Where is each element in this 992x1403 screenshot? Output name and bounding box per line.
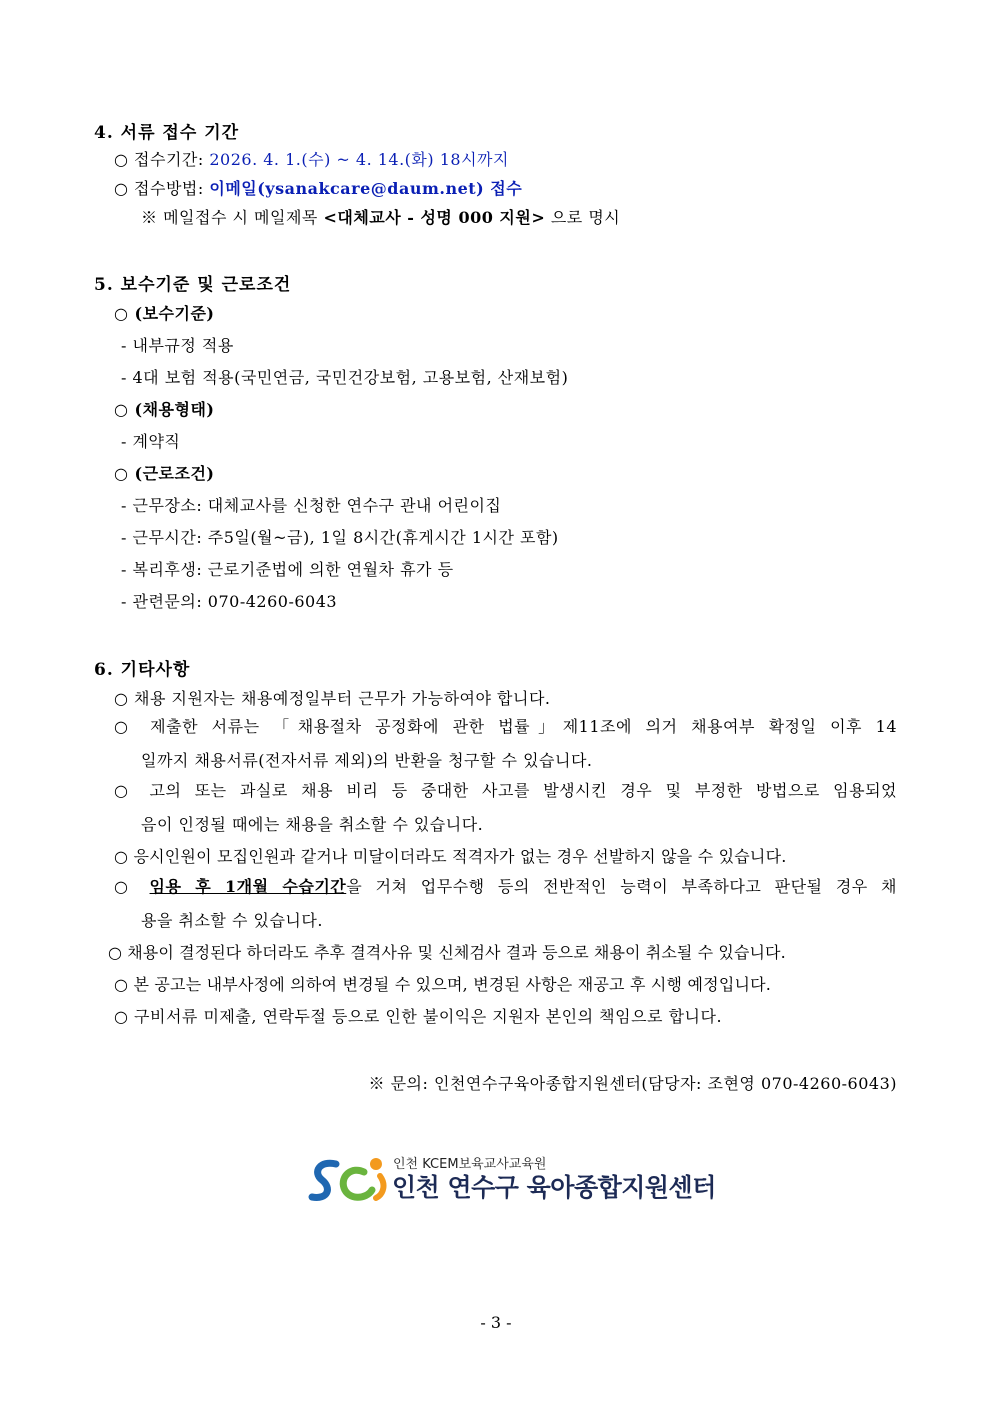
contact-info: ※ 문의: 인천연수구육아종합지원센터(담당자: 조현영 070-4260-6043) [368, 1074, 897, 1093]
note-prefix: ※ 메일접수 시 메일제목 [141, 208, 324, 227]
notice-item: ○ 본 공고는 내부사정에 의하여 변경될 수 있으며, 변경된 사항은 재공고 후 시행 예정입니다. [114, 975, 772, 994]
note-subject-format: <대체교사 - 성명 000 지원> [323, 208, 546, 227]
receipt-period-value: 2026. 4. 1.(수) ~ 4. 14.(화) 18시까지 [209, 150, 509, 169]
notice-item-continued: 음이 인정될 때에는 채용을 취소할 수 있습니다. [141, 815, 484, 834]
notice-text: 을 거쳐 업무수행 등의 전반적인 능력이 부족하다고 판단될 경우 채 [346, 877, 898, 896]
employment-type-heading: ○ (채용형태) [114, 400, 215, 419]
work-conditions-heading: ○ (근로조건) [114, 464, 215, 483]
section-6-title: 6. 기타사항 [94, 660, 191, 680]
page-number: - 3 - [480, 1313, 512, 1332]
notice-item: ○ 제출한 서류는 「채용절차 공정화에 관한 법률」제11조에 의거 채용여부 확정일 이후 14 [114, 717, 897, 736]
receipt-period-label: ○ 접수기간: [114, 150, 210, 169]
section-4-title: 4. 서류 접수 기간 [94, 123, 240, 143]
section-5-title: 5. 보수기준 및 근로조건 [94, 275, 292, 295]
receipt-method-value: 이메일(ysanakcare@daum.net) 접수 [209, 179, 523, 198]
logo-subtitle: 인천 KCEM보육교사교육원 [393, 1157, 547, 1172]
list-item: - 관련문의: 070-4260-6043 [121, 592, 338, 611]
notice-item: ○ 응시인원이 모집인원과 같거나 미달이더라도 적격자가 없는 경우 선발하지 않을 수 있습니다. [114, 847, 787, 866]
receipt-method [114, 176, 522, 199]
probation-period-text: 임용 후 1개월 수습기간 [149, 877, 347, 896]
notice-bullet: ○ [114, 877, 150, 896]
pay-standard-heading: ○ (보수기준) [114, 304, 215, 323]
list-item: - 근무시간: 주5일(월~금), 1일 8시간(휴게시간 1시간 포함) [121, 528, 559, 547]
list-item: - 계약직 [121, 432, 181, 451]
list-item: - 근무장소: 대체교사를 신청한 연수구 관내 어린이집 [121, 496, 502, 515]
logo-title: 인천 연수구 육아종합지원센터 [392, 1173, 716, 1202]
notice-item [114, 871, 897, 903]
notice-item: ○ 고의 또는 과실로 채용 비리 등 중대한 사고를 발생시킨 경우 및 부정한 방법으로 임용되었 [114, 781, 897, 800]
email-subject-note [141, 205, 620, 228]
list-item: - 4대 보험 적용(국민연금, 국민건강보험, 고용보험, 산재보험) [121, 368, 569, 387]
receipt-period [114, 147, 509, 170]
notice-item: ○ 채용이 결정된다 하더라도 추후 결격사유 및 신체검사 결과 등으로 채용이 취소될 수 있습니다. [108, 943, 786, 962]
notice-item: ○ 채용 지원자는 채용예정일부터 근무가 가능하여야 합니다. [114, 689, 551, 708]
notice-item-continued: 용을 취소할 수 있습니다. [141, 911, 323, 930]
list-item: - 내부규정 적용 [121, 336, 234, 355]
list-item: - 복리후생: 근로기준법에 의한 연월차 휴가 등 [121, 560, 454, 579]
notice-item-continued: 일까지 채용서류(전자서류 제외)의 반환을 청구할 수 있습니다. [141, 751, 593, 770]
receipt-method-label: ○ 접수방법: [114, 179, 210, 198]
note-suffix: 으로 명시 [545, 208, 621, 227]
notice-item: ○ 구비서류 미제출, 연락두절 등으로 인한 불이익은 지원자 본인의 책임으로 합니다. [114, 1007, 723, 1026]
